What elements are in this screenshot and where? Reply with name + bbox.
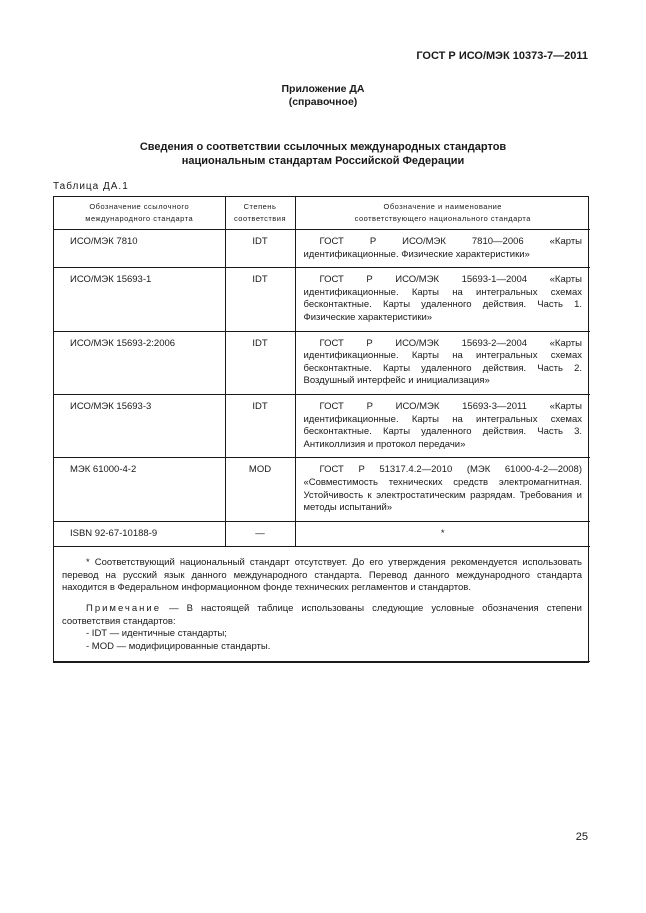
table-row	[54, 331, 590, 394]
header-intl-line2: международного стандарта	[85, 214, 194, 223]
table-row	[54, 394, 590, 457]
notes-row	[54, 547, 590, 662]
annex-subtitle: (справочное)	[288, 96, 358, 108]
table-header-row	[54, 197, 590, 230]
header-national-line2: соответствующего национального стандарта	[354, 214, 531, 223]
table-row	[54, 268, 590, 331]
standard-code: ГОСТ Р ИСО/МЭК 10373-7—2011	[416, 50, 588, 62]
cell-degree: —	[225, 521, 295, 547]
table-notes	[54, 547, 590, 662]
annex-title: Приложение ДА	[281, 83, 365, 95]
cell-national-text: ГОСТ Р ИСО/МЭК 15693-3—2011 «Карты идентификационные. Карты на интегральных схемах бесконтактные. Карты удаленного действия. Часть 3. Антиколлизия и протокол передачи»	[303, 400, 582, 450]
page-title-line1: Сведения о соответствии ссылочных международных стандартов	[139, 141, 507, 153]
table-row	[54, 458, 590, 521]
cell-national	[295, 394, 590, 457]
cell-national: *	[295, 521, 590, 547]
cell-degree: IDT	[225, 230, 295, 268]
cell-national	[295, 458, 590, 521]
header-intl-standard	[54, 197, 225, 230]
cell-national	[295, 230, 590, 268]
note-text: — В настоящей таблице использованы следующие условные обозначения степени соответствия стандартов:	[62, 603, 582, 627]
cell-intl: ИСО/МЭК 7810	[54, 230, 225, 268]
cell-intl: ИСО/МЭК 15693-3	[54, 394, 225, 457]
header-national-line1: Обозначение и наименование	[383, 202, 502, 211]
correspondence-table	[53, 196, 589, 663]
page-title	[0, 140, 646, 168]
cell-degree: IDT	[225, 394, 295, 457]
cell-degree: IDT	[225, 331, 295, 394]
cell-national-text: ГОСТ Р ИСО/МЭК 15693-1—2004 «Карты идентификационные. Карты на интегральных схемах бесконтактные. Карты удаленного действия. Часть 1. Физические характеристики»	[303, 274, 582, 323]
table-row	[54, 230, 590, 268]
header-degree-line1: Степень	[243, 202, 277, 211]
header-degree	[225, 197, 295, 230]
note-item-idt: - IDT — идентичные стандарты;	[86, 628, 227, 640]
cell-intl: ИСО/МЭК 15693-1	[54, 268, 225, 331]
cell-national	[295, 268, 590, 331]
note-label: Примечание	[86, 603, 161, 615]
note-item-mod: - MOD — модифицированные стандарты.	[86, 640, 271, 652]
footnote: * Соответствующий национальный стандарт отсутствует. До его утверждения рекомендуется использовать перевод на русский язык данного международного стандарта. Перевод данного международного стандарта находится в Федеральном информационном фонде технических регламентов и стандартов.	[62, 557, 582, 594]
note-paragraph	[62, 603, 582, 628]
header-intl-line1: Обозначение ссылочного	[89, 202, 190, 211]
header-degree-line2: соответствия	[233, 214, 287, 223]
page-number: 25	[575, 831, 588, 843]
cell-degree: IDT	[225, 268, 295, 331]
cell-intl: ИСО/МЭК 15693-2:2006	[54, 331, 225, 394]
cell-national-text: ГОСТ Р 51317.4.2—2010 (МЭК 61000-4-2—2008) «Совместимость технических средств электромагнитная. Устойчивость к электростатическим разрядам. Требования и методы испытаний»	[303, 464, 582, 514]
cell-intl: ISBN 92-67-10188-9	[54, 521, 225, 547]
table-row	[54, 521, 590, 547]
page-title-line2: национальным стандартам Российской Федерации	[181, 155, 465, 167]
header-national-standard	[295, 197, 590, 230]
cell-national-text: ГОСТ Р ИСО/МЭК 15693-2—2004 «Карты идентификационные. Карты на интегральных схемах бесконтактные. Карты удаленного действия. Часть 2. Воздушный интерфейс и инициализация»	[303, 337, 582, 387]
cell-degree: MOD	[225, 458, 295, 521]
table-label: Таблица ДА.1	[53, 181, 129, 192]
annex-heading	[0, 83, 646, 109]
cell-national	[295, 331, 590, 394]
cell-national-text: ГОСТ Р ИСО/МЭК 7810—2006 «Карты идентификационные. Физические характеристики»	[303, 236, 582, 260]
cell-intl: МЭК 61000-4-2	[54, 458, 225, 521]
